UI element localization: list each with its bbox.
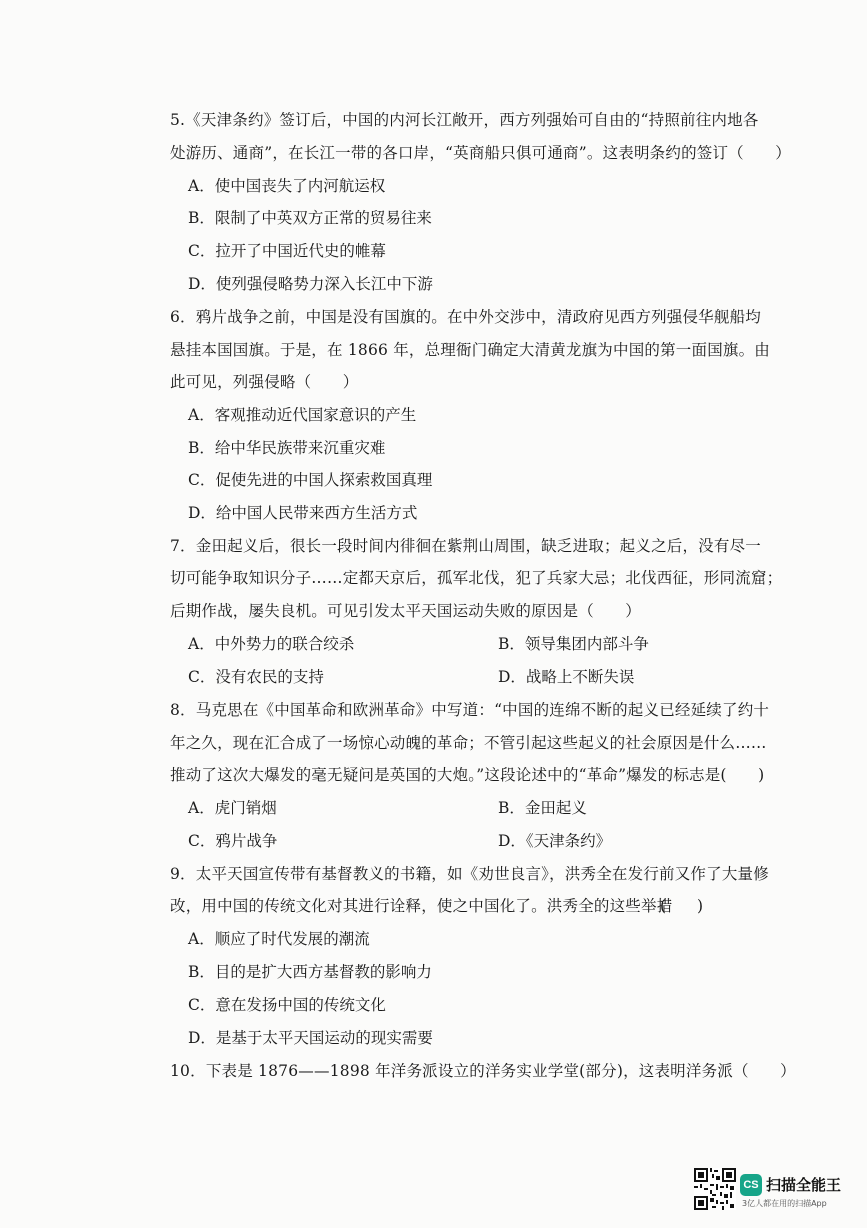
camscanner-tagline: 3亿人都在用的扫描App (742, 1199, 827, 1208)
qr-code-icon (694, 1168, 736, 1210)
q9-option-a: A．顺应了时代发展的潮流 (188, 930, 370, 948)
q6-option-d: D．给中国人民带来西方生活方式 (188, 504, 418, 522)
q8-line2: 年之久，现在汇合成了一场惊心动魄的革命；不管引起这些起义的社会原因是什么…… (170, 734, 767, 752)
q10-line1: 10．下表是 1876——1898 年洋务派设立的洋务实业学堂(部分)，这表明洋务派（ ） (170, 1062, 796, 1080)
camscanner-app-name: 扫描全能王 (766, 1176, 842, 1194)
q6-line2: 悬挂本国国旗。于是，在 1866 年，总理衙门确定大清黄龙旗为中国的第一面国旗。由 (170, 341, 771, 359)
q5-option-b: B．限制了中英双方正常的贸易往来 (188, 209, 432, 227)
q9-option-d: D．是基于太平天国运动的现实需要 (188, 1029, 433, 1047)
q5-line1: 5.《天津条约》签订后，中国的内河长江敞开，西方列强始可自由的“持照前往内地各 (170, 111, 759, 129)
q6-line1: 6．鸦片战争之前，中国是没有国旗的。在中外交涉中，清政府见西方列强侵华舰船均 (170, 308, 761, 326)
q5-line2: 处游历、通商”，在长江一带的各口岸，“英商船只俱可通商”。这表明条约的签订（ ） (170, 144, 791, 162)
scanner-watermark (694, 1168, 844, 1214)
q9-option-b: B．目的是扩大西方基督教的影响力 (188, 963, 432, 981)
q7-option-a: A．中外势力的联合绞杀 (188, 635, 355, 653)
camscanner-logo: CS (740, 1174, 762, 1196)
q7-option-b: B．领导集团内部斗争 (498, 635, 649, 653)
q8-option-d: D．《天津条约》 (498, 832, 612, 850)
q9-line2: 改，用中国的传统文化对其进行诠释，使之中国化了。洪秀全的这些举措 (170, 897, 673, 915)
q6-option-b: B．给中华民族带来沉重灾难 (188, 439, 386, 457)
q8-option-c: C．鸦片战争 (188, 832, 278, 850)
q7-line1: 7．金田起义后，很长一段时间内徘徊在紫荆山周围，缺乏进取；起义之后，没有尽一 (170, 537, 761, 555)
q6-option-a: A．客观推动近代国家意识的产生 (188, 406, 417, 424)
q9-option-c: C．意在发扬中国的传统文化 (188, 996, 386, 1014)
q6-option-c: C．促使先进的中国人探索救国真理 (188, 471, 433, 489)
q7-option-c: C．没有农民的支持 (188, 668, 324, 686)
q9-line1: 9．太平天国宣传带有基督教义的书籍，如《劝世良言》，洪秀全在发行前又作了大量修 (170, 865, 769, 883)
q8-option-b: B．金田起义 (498, 799, 587, 817)
q8-option-a: A．虎门销烟 (188, 799, 277, 817)
q7-line3: 后期作战，屡失良机。可见引发太平天国运动失败的原因是（ ） (170, 602, 642, 620)
q9-answer-paren: ( ) (660, 897, 704, 915)
q8-line1: 8．马克思在《中国革命和欧洲革命》中写道：“中国的连绵不断的起义已经延续了约十 (170, 701, 770, 719)
q5-option-c: C．拉开了中国近代史的帷幕 (188, 242, 386, 260)
q8-line3: 推动了这次大爆发的毫无疑问是英国的大炮。”这段论述中的“革命”爆发的标志是( ) (170, 766, 765, 784)
q6-line3: 此可见，列强侵略（ ） (170, 373, 359, 391)
q5-option-d: D．使列强侵略势力深入长江中下游 (188, 275, 433, 293)
q5-option-a: A．使中国丧失了内河航运权 (188, 177, 386, 195)
q7-line2: 切可能争取知识分子……定都天京后，孤军北伐，犯了兵家大忌；北伐西征，形同流窟； (170, 569, 783, 587)
q7-option-d: D．战略上不断失误 (498, 668, 635, 686)
